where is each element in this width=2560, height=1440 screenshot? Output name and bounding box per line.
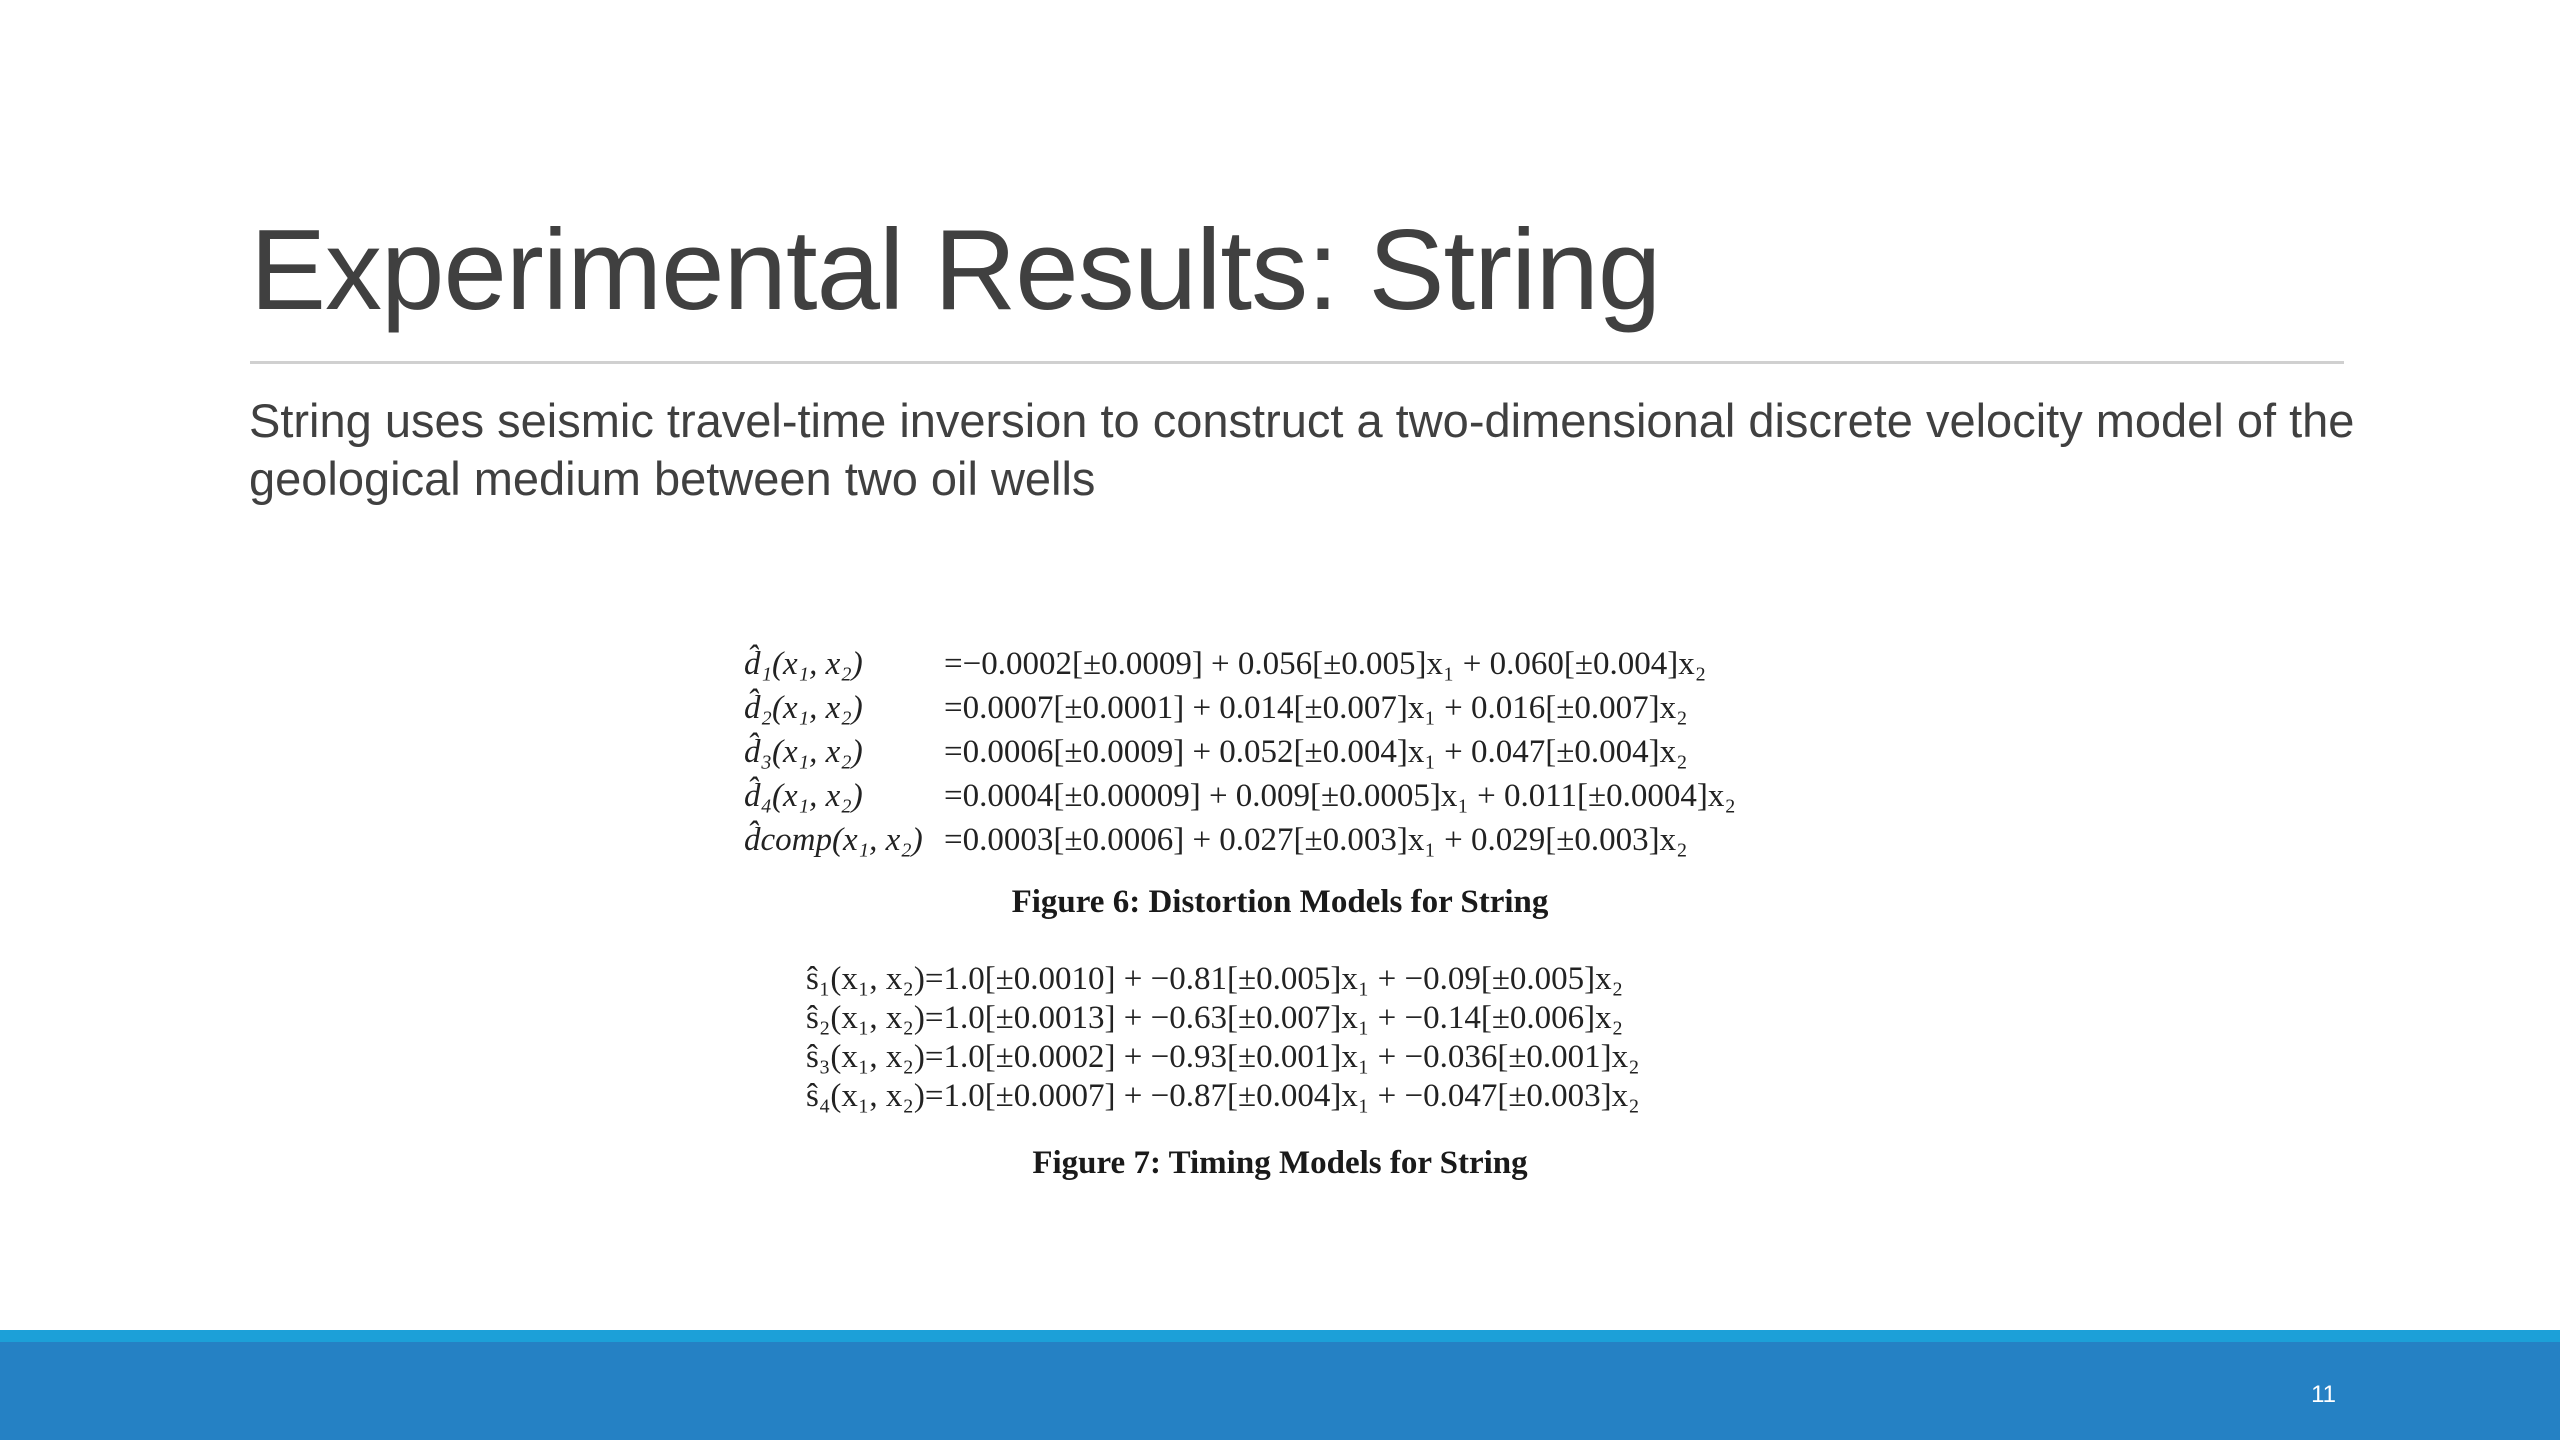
equation-lhs: d̂₃(x₁, x₂) bbox=[744, 734, 863, 770]
slide-body-text: String uses seismic travel-time inversion to construct a two-dimensional discrete velocity model of the geological medium between two oil wells bbox=[249, 394, 2355, 505]
figure-7-caption: Figure 7: Timing Models for String bbox=[1032, 1145, 1528, 1181]
equation-rhs: =0.0006[±0.0009] + 0.052[±0.004]x₁ + 0.047[±0.004]x₂ bbox=[944, 734, 1688, 770]
slide-title: Experimental Results: String bbox=[250, 207, 1661, 334]
page-number: 11 bbox=[2311, 1381, 2336, 1408]
distortion-equation-1 bbox=[744, 642, 1844, 686]
distortion-equation-4 bbox=[744, 774, 1844, 818]
equation-rhs: =0.0007[±0.0001] + 0.014[±0.007]x₁ + 0.016[±0.007]x₂ bbox=[944, 690, 1688, 726]
figure-7-equations bbox=[806, 960, 1806, 1116]
footer-accent-line bbox=[0, 1330, 2560, 1342]
distortion-equation-3 bbox=[744, 730, 1844, 774]
figure-6-equations bbox=[744, 642, 1844, 862]
equation-rhs: =0.0003[±0.0006] + 0.027[±0.003]x₁ + 0.029[±0.003]x₂ bbox=[944, 822, 1688, 858]
equation-rhs: =0.0004[±0.00009] + 0.009[±0.0005]x₁ + 0.011[±0.0004]x₂ bbox=[944, 778, 1736, 814]
timing-equation-4: ŝ₄(x₁, x₂)=1.0[±0.0007] + −0.87[±0.004]x₁ + −0.047[±0.003]x₂ bbox=[806, 1078, 1640, 1114]
equation-lhs: d̂comp(x₁, x₂) bbox=[744, 822, 923, 858]
figure-6-caption: Figure 6: Distortion Models for String bbox=[1011, 884, 1549, 920]
timing-equation-2: ŝ₂(x₁, x₂)=1.0[±0.0013] + −0.63[±0.007]x₁ + −0.14[±0.006]x₂ bbox=[806, 1000, 1624, 1036]
equation-rhs: =−0.0002[±0.0009] + 0.056[±0.005]x₁ + 0.060[±0.004]x₂ bbox=[944, 646, 1707, 682]
equation-lhs: d̂₄(x₁, x₂) bbox=[744, 778, 863, 814]
equation-lhs: d̂₁(x₁, x₂) bbox=[744, 646, 863, 682]
equation-lhs: d̂₂(x₁, x₂) bbox=[744, 690, 863, 726]
distortion-equation-2 bbox=[744, 686, 1844, 730]
distortion-equation-composite bbox=[744, 818, 1844, 862]
timing-equation-1: ŝ₁(x₁, x₂)=1.0[±0.0010] + −0.81[±0.005]x₁ + −0.09[±0.005]x₂ bbox=[806, 961, 1624, 997]
timing-equation-3: ŝ₃(x₁, x₂)=1.0[±0.0002] + −0.93[±0.001]x₁ + −0.036[±0.001]x₂ bbox=[806, 1039, 1640, 1075]
title-divider bbox=[250, 361, 2344, 364]
footer-bar bbox=[0, 1342, 2560, 1440]
